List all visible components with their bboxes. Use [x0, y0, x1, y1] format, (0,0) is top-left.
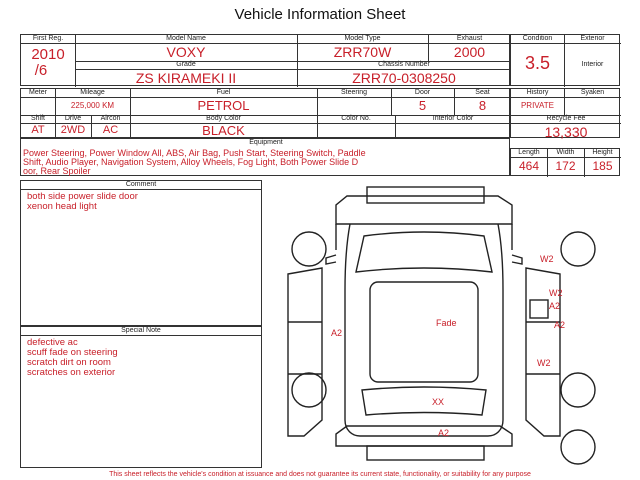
model-name-value: VOXY	[166, 44, 206, 60]
length-label: Length	[518, 149, 540, 156]
shift-value: AT	[31, 124, 45, 136]
mileage-label: Mileage	[80, 89, 105, 96]
first-reg-year: 2010	[31, 46, 65, 63]
comment-label: Comment	[125, 181, 157, 188]
comment-line-1: both side power slide door	[27, 191, 138, 202]
history-value: PRIVATE	[520, 101, 555, 110]
history-label: History	[526, 89, 549, 96]
equipment-label: Equipment	[249, 139, 283, 146]
color-no-label: Color No.	[341, 115, 371, 122]
meter-label: Meter	[29, 89, 47, 96]
interior-label: Interior	[581, 61, 604, 68]
equipment-line-2: Shift, Audio Player, Navigation System, Alloy Wheels, Fog Light, Both Power Slide D	[23, 157, 359, 167]
aircon-value: AC	[102, 124, 119, 136]
equipment-box	[20, 138, 510, 176]
interior-color-label: Interior Color	[432, 115, 474, 122]
first-reg-label: First Reg.	[32, 35, 64, 42]
model-type-label: Model Type	[344, 35, 381, 42]
mark-a2-right-2: A2	[554, 320, 566, 330]
mark-a2-right-1: A2	[549, 301, 561, 311]
equipment-line-3: oor, Rear Spoiler	[23, 166, 91, 176]
page-title: Vehicle Information Sheet	[234, 6, 406, 23]
height-label: Height	[592, 149, 613, 156]
fuel-value: PETROL	[197, 98, 250, 113]
grade-value: ZS KIRAMEKI II	[135, 70, 237, 86]
chassis-number-label: Chassis Number	[378, 61, 430, 68]
special-note-label: Special Note	[121, 327, 161, 334]
condition-label: Condition	[522, 35, 553, 42]
mark-xx-rear: XX	[432, 397, 445, 407]
door-value: 5	[418, 98, 427, 113]
special-note-line-3: scratch dirt on room	[27, 357, 111, 368]
special-note-box	[20, 326, 262, 468]
model-name-label: Model Name	[166, 35, 206, 42]
syaken-label: Syaken	[580, 89, 605, 96]
seat-value: 8	[478, 98, 487, 113]
comment-line-2: xenon head light	[27, 201, 97, 212]
exhaust-label: Exhaust	[456, 35, 483, 42]
body-color-value: BLACK	[202, 123, 245, 138]
model-type-value: ZRR70W	[333, 44, 392, 60]
door-label: Door	[414, 89, 431, 96]
exhaust-value: 2000	[453, 44, 486, 60]
special-note-line-1: defective ac	[27, 337, 78, 348]
steering-label: Steering	[340, 89, 368, 96]
recycle-fee-label: Recycle Fee	[546, 115, 586, 122]
recycle-fee-value: 13,330	[544, 124, 588, 140]
special-note-line-4: scratches on exterior	[27, 367, 116, 378]
width-value: 172	[555, 159, 576, 173]
drive-value: 2WD	[60, 124, 86, 136]
comment-box	[20, 180, 262, 326]
body-color-label: Body Color	[206, 115, 241, 122]
shift-label: Shift	[30, 115, 45, 122]
length-value: 464	[518, 159, 540, 173]
exterior-label: Exterior	[580, 35, 605, 42]
seat-label: Seat	[475, 89, 490, 96]
width-label: Width	[556, 149, 575, 156]
mark-w2-right-upper: W2	[549, 288, 563, 298]
special-note-line-2: scuff fade on steering	[27, 347, 118, 358]
mark-a2-rear: A2	[438, 428, 450, 438]
mark-w2-rear-right: W2	[537, 358, 551, 368]
mark-w2-front-right: W2	[540, 254, 554, 264]
drive-label: Drive	[64, 115, 82, 122]
info-table-top	[20, 34, 510, 86]
first-reg-month: /6	[34, 62, 48, 79]
chassis-number-value: ZRR70-0308250	[352, 70, 456, 86]
fuel-label: Fuel	[216, 89, 231, 96]
grade-label: Grade	[176, 61, 196, 68]
history-table	[510, 88, 620, 138]
disclaimer-footer: This sheet reflects the vehicle's condition at issuance and does not guarantee its current state, functionality, or suitability for any purpose	[109, 471, 531, 478]
height-value: 185	[592, 159, 613, 173]
mark-a2-left: A2	[331, 328, 343, 338]
mileage-value: 225,000 KM	[70, 101, 115, 110]
car-damage-diagram	[262, 176, 640, 470]
dimensions-table	[510, 148, 620, 176]
info-table-middle	[20, 88, 510, 138]
condition-table	[510, 34, 620, 86]
aircon-label: Aircon	[100, 115, 121, 122]
equipment-line-1: Power Steering, Power Window All, ABS, Air Bag, Push Start, Steering Switch, Paddle	[23, 148, 366, 158]
mark-fade-roof: Fade	[436, 318, 457, 328]
condition-value: 3.5	[524, 53, 551, 73]
